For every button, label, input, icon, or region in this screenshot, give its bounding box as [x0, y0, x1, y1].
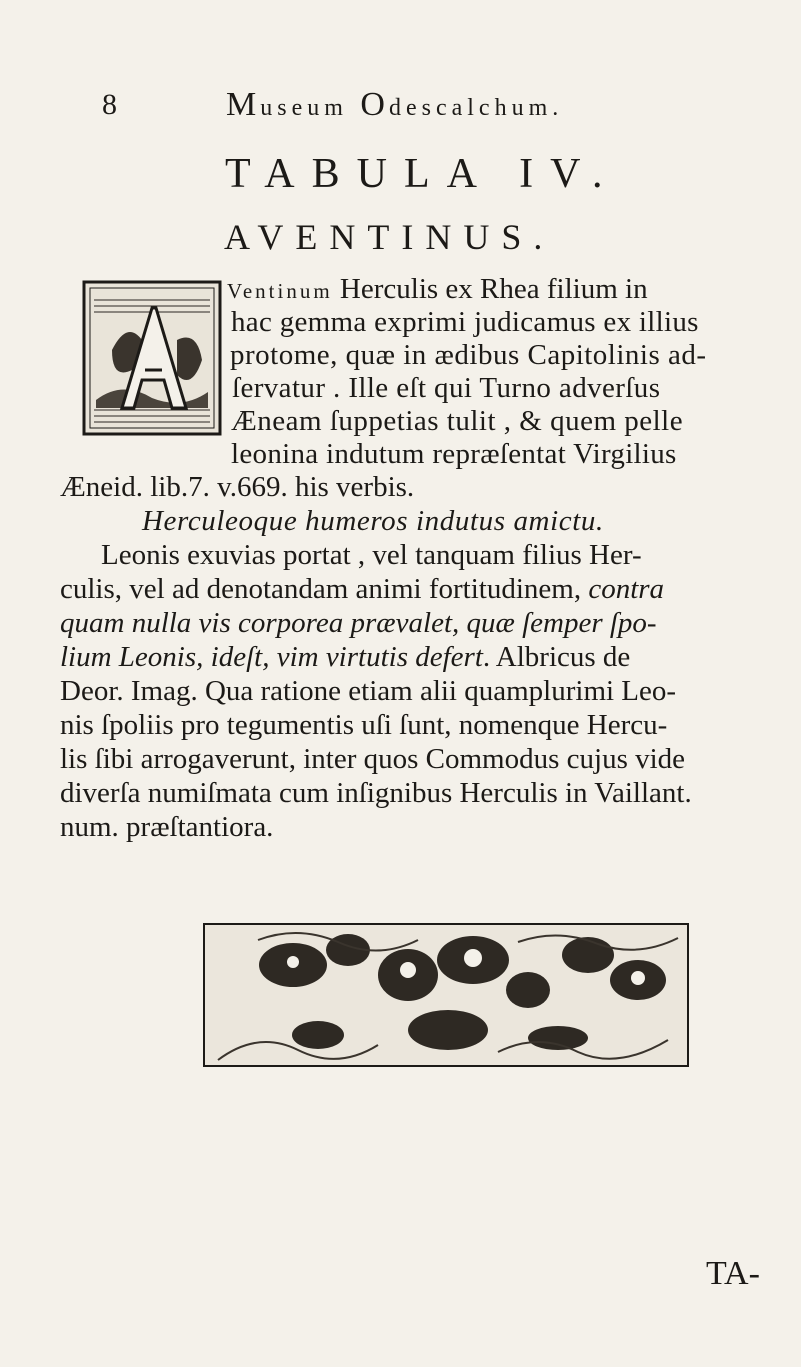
text-line-6: leonina indutum repræſentat Virgilius [231, 438, 677, 470]
text-line-4: ſervatur . Ille eſt qui Turno adverſus [232, 372, 661, 404]
page-number: 8 [102, 88, 117, 121]
running-head-word-2b: descalchum. [388, 95, 564, 121]
text-line-2: hac gemma exprimi judicamus ex illius [231, 306, 699, 338]
running-head-initial-2: O [360, 86, 389, 123]
text-line-15: lis ſibi arrogaverunt, inter quos Commodus cujus vide [60, 743, 686, 775]
text-line-17: num. præſtantiora. [60, 811, 274, 843]
plate-title: TABULA IV. [225, 151, 620, 197]
running-head-word-1: useum [260, 95, 348, 121]
gem-subject-heading: AVENTINUS. [224, 217, 555, 257]
text-line-14: nis ſpoliis pro tegumentis uſi ſunt, nomenque Hercu- [60, 709, 668, 741]
text-line-9: Leonis exuvias portat , vel tanquam filius Her- [101, 539, 642, 571]
tailpiece-vignette-illustration [198, 920, 694, 1070]
text-line-10: culis, vel ad denotandam animi fortitudinem, contra [60, 573, 665, 605]
catchword: TA- [706, 1255, 760, 1292]
text-line-16: diverſa numiſmata cum inſignibus Herculis in Vaillant. [60, 777, 692, 809]
initial-letter-text: A [112, 310, 192, 432]
text-line-5: Æneam ſuppetias tulit , & quem pelle [231, 405, 684, 437]
text-line-11: quam nulla vis corporea prævalet, quæ ſemper ſpo- [60, 607, 657, 639]
virgil-quotation: Herculeoque humeros indutus amictu. [142, 505, 604, 537]
running-head [226, 86, 563, 124]
text-line-3: protome, quæ in ædibus Capitolinis ad- [230, 339, 707, 371]
text-line-7: Æneid. lib.7. v.669. his verbis. [60, 471, 415, 503]
decorated-initial-illustration [82, 280, 222, 436]
text-line-13: Deor. Imag. Qua ratione etiam alii quamplurimi Leo- [60, 675, 677, 707]
text-line-1: Ventinum Herculis ex Rhea filium in [227, 273, 648, 305]
text-line-12: lium Leonis, ideſt, vim virtutis defert. Albricus de [60, 641, 631, 673]
running-head-initial-1: M [226, 86, 261, 123]
